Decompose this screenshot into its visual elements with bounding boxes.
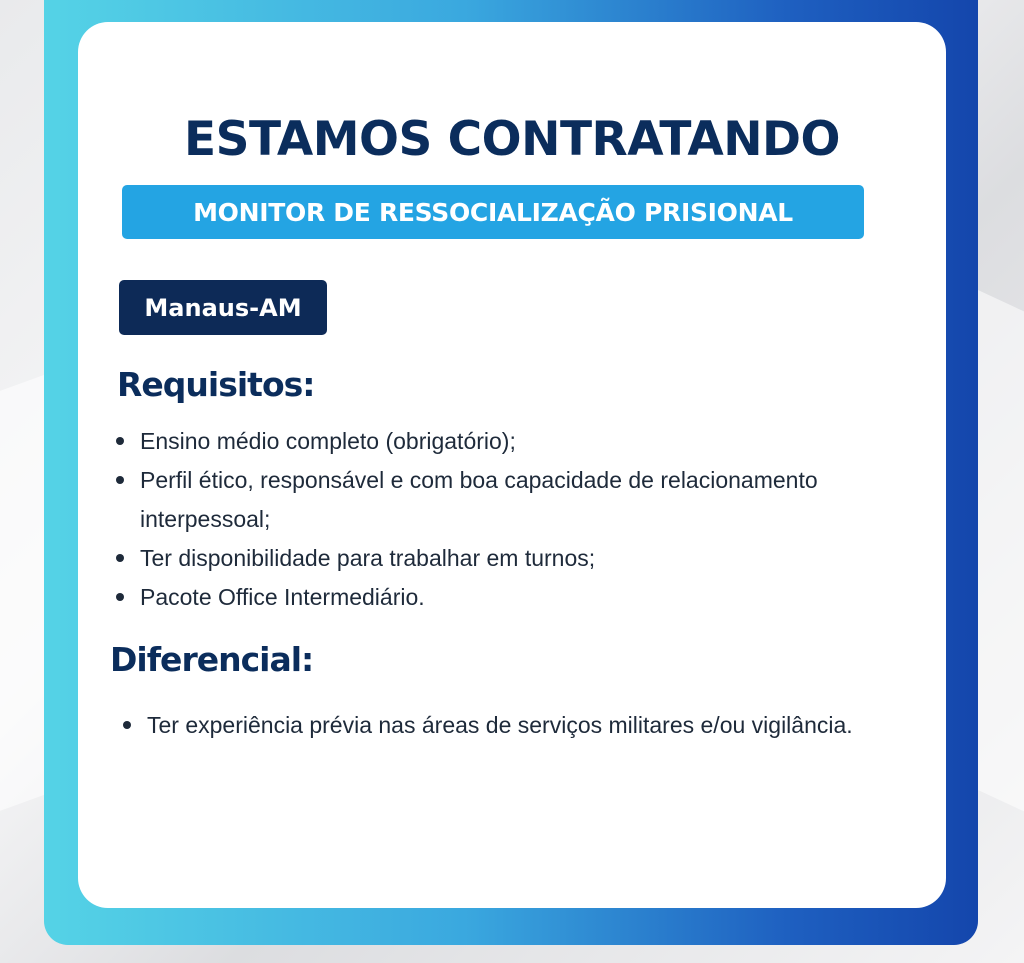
location-badge: [119, 280, 327, 335]
bullet-icon: [116, 593, 124, 601]
role-banner: [122, 185, 864, 239]
background-facet: [975, 289, 1024, 812]
list-item: [114, 461, 934, 539]
headline: ESTAMOS CONTRATANDO: [183, 112, 841, 167]
list-item-text: Ter disponibilidade para trabalhar em turnos;: [140, 545, 596, 571]
list-item-text: Ter experiência prévia nas áreas de serviços militares e/ou vigilância.: [147, 712, 853, 738]
diferencial-heading: Diferencial:: [110, 640, 314, 679]
bullet-icon: [123, 721, 131, 729]
bullet-icon: [116, 437, 124, 445]
requisitos-list: [114, 422, 934, 617]
list-item: [114, 539, 934, 578]
requisitos-heading: Requisitos:: [117, 365, 315, 404]
list-item-text: Perfil ético, responsável e com boa capacidade de relacionamento interpessoal;: [140, 467, 818, 532]
bullet-icon: [116, 476, 124, 484]
list-item: [121, 706, 881, 745]
diferencial-list: [121, 706, 881, 745]
list-item: [114, 578, 934, 617]
list-item: [114, 422, 934, 461]
list-item-text: Ensino médio completo (obrigatório);: [140, 428, 516, 454]
list-item-text: Pacote Office Intermediário.: [140, 584, 425, 610]
location-label: Manaus-AM: [144, 293, 302, 322]
role-title: MONITOR DE RESSOCIALIZAÇÃO PRISIONAL: [193, 197, 793, 227]
bullet-icon: [116, 554, 124, 562]
